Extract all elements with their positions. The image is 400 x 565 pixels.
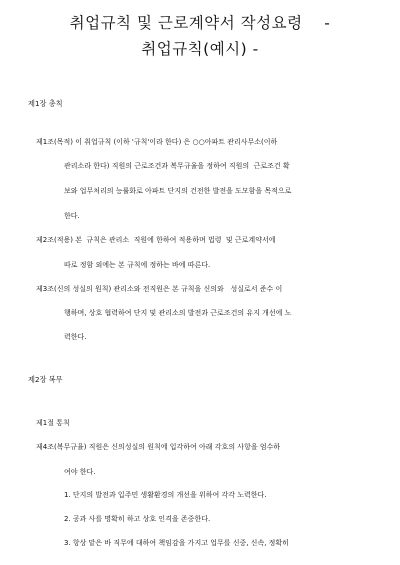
article-line: 따로 정함 외에는 본 규칙에 정하는 바에 따른다. — [64, 261, 211, 269]
document-subtitle: 취업규칙(예시) - — [141, 40, 259, 58]
section-heading: 제1절 통칙 — [36, 419, 70, 427]
article-line: 한다. — [64, 212, 80, 220]
article-line: 여야 한다. — [64, 468, 96, 476]
list-item: 3. 항상 맡은 바 직무에 대하여 책임감을 가지고 업무를 신중, 신속, 정확히 — [64, 539, 289, 547]
list-item: 1. 단지의 발전과 입주민 생활환경의 개선을 위하여 각각 노력한다. — [64, 491, 267, 499]
article-line: 력한다. — [64, 333, 87, 341]
article-line: 제1조(목적) 이 취업규칙 (이하 '규칙'이라 한다) 은 ○○아파트 관리사무소(이하 — [36, 138, 278, 146]
article-line: 행하며, 상호 협력하여 단지 및 관리소의 발전과 근로조건의 유지 개선에 노 — [64, 309, 292, 317]
article-line: 제2조(적용) 본 규칙은 관리소 직원에 한하여 적용하며 법령 및 근로계약서에 — [36, 236, 276, 244]
article-line: 제3조(신의 성실의 원칙) 관리소와 전직원은 본 규칙을 신의와 성실로서 준수 이 — [36, 285, 283, 293]
document-title: 취업규칙 및 근로계약서 작성요령 - — [69, 14, 331, 32]
article-line: 관리소라 한다) 직원의 근로조건과 복무규율을 정하여 직원의 근로조건 확 — [64, 162, 290, 170]
article-line: 보와 업무처리의 능률화로 아파트 단지의 건전한 발전을 도모함을 목적으로 — [64, 187, 292, 195]
article-line: 제4조(복무규율) 직원은 신의성실의 원칙에 입각하여 아래 각호의 사항을 엄수하 — [36, 443, 281, 451]
list-item: 2. 공과 사를 명확히 하고 상호 인격을 존중한다. — [64, 515, 211, 523]
chapter-heading: 제1장 총칙 — [28, 99, 63, 108]
chapter-heading: 제2장 복무 — [28, 375, 63, 384]
